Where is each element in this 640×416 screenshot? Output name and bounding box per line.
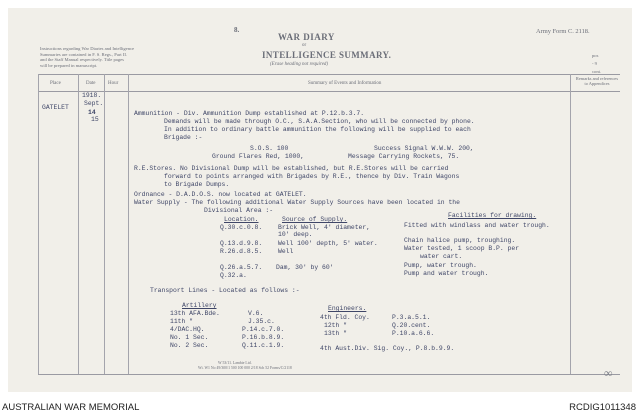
column-rule	[104, 74, 105, 374]
col-summary: Summary of Events and Information	[308, 81, 382, 86]
column-rule	[78, 74, 79, 374]
archive-name: AUSTRALIAN WAR MEMORIAL	[2, 402, 140, 413]
water-source: 10' deep.	[278, 231, 313, 238]
engineers-ref: P.3.a.5.1.	[392, 314, 431, 321]
column-rule	[570, 74, 571, 374]
ammunition-line: Demands will be made through O.C., S.A.A.Section, who will be connected by phone.	[164, 118, 475, 125]
water-source: Dam, 30' by 60'	[276, 264, 334, 271]
artillery-unit: No. 1 Sec.	[170, 334, 209, 341]
margin-mark: cont.	[592, 69, 602, 74]
date-year: 1918.	[82, 92, 102, 99]
instruction-line: and the Staff Manual respectively. Title pages	[40, 57, 124, 63]
archive-footer	[0, 398, 640, 416]
header-top-rule	[38, 74, 620, 75]
ordnance-line: Ordnance - D.A.D.O.S. now located at GATELET.	[134, 191, 307, 198]
instruction-line: Summaries are contained in F. S. Regs., Part II.	[40, 51, 128, 57]
re-stores-line: forward to points arranged with Brigades by R.E., thence by Div. Train Wagons	[164, 173, 460, 180]
artillery-unit: 11th "	[170, 318, 194, 325]
artillery-unit: 13th AFA.Bde.	[170, 310, 220, 317]
water-col-facilities: Facilities for drawing.	[448, 212, 537, 219]
instructions-block	[40, 46, 134, 68]
margin-marks	[592, 52, 601, 76]
engineers-ref: Q.20.cent.	[392, 322, 431, 329]
diary-sheet	[8, 8, 632, 392]
artillery-ref: V.6.	[248, 310, 264, 317]
water-source: Well 100' depth, 5' water.	[278, 240, 378, 247]
date-month: Sept.	[84, 100, 104, 107]
printer-imprint: W 53/11. Lambie Ltd.	[218, 361, 252, 365]
artillery-unit: No. 2 Sec.	[170, 342, 209, 349]
ammo-item: Success Signal W.W.W. 200,	[374, 145, 474, 152]
place-entry: GATELET	[42, 104, 69, 111]
engineers-unit: 12th "	[324, 322, 348, 329]
water-facilities: Fitted with windlass and water trough.	[404, 222, 550, 229]
margin-mark: - 9	[592, 61, 597, 66]
col-date: Date	[86, 81, 96, 86]
water-location: Q.26.a.5.7.	[220, 264, 263, 271]
archive-reference: RCDIG1011348	[569, 402, 636, 413]
artillery-unit: 4/DAC.HQ.	[170, 326, 205, 333]
water-line: Divisional Area :-	[204, 207, 274, 214]
artillery-heading: Artillery	[182, 302, 217, 309]
diary-subtitle: INTELLIGENCE SUMMARY.	[262, 50, 392, 60]
col-place: Place	[50, 81, 61, 86]
subtitle-note: (Erase heading not required)	[270, 62, 329, 67]
water-location: Q.13.d.9.8.	[220, 240, 263, 247]
artillery-ref: J.35.c.	[248, 318, 275, 325]
engineers-ref: P.10.a.6.6.	[392, 330, 435, 337]
ammunition-line: Brigade :-	[164, 134, 203, 141]
diary-title: WAR DIARY	[278, 32, 335, 42]
water-source: Brick Well, 4' diameter,	[278, 224, 371, 231]
ammunition-line: In addition to ordinary battle ammunition the following will be supplied to each	[164, 126, 471, 133]
water-source: Well	[278, 248, 294, 255]
water-facilities: Pump and water trough.	[404, 270, 489, 277]
ammo-item: S.O.S. 100	[250, 145, 289, 152]
artillery-ref: Q.11.c.1.9.	[242, 342, 285, 349]
margin-mark: pos	[592, 53, 599, 58]
water-facilities: Pump, water trough.	[404, 262, 477, 269]
column-rule	[128, 74, 129, 374]
water-facilities: Chain halice pump, troughing.	[404, 237, 516, 244]
header-bottom-rule	[38, 91, 620, 92]
col-hour: Hour	[108, 81, 119, 86]
ammo-item: Ground Flares Red, 1000,	[212, 153, 305, 160]
engineers-unit: 4th Fld. Coy.	[320, 314, 370, 321]
signature-mark: ∞	[604, 366, 613, 380]
col-remarks: Remarks and references to Appendices	[575, 76, 619, 87]
printer-imprint: Wt. W1 No 49/300/1 500 100 000 2/18 Sch 52 Forms/C/2118	[198, 366, 292, 370]
page-number: 8.	[234, 26, 240, 34]
instruction-line: Instructions regarding War Diaries and Intelligence	[40, 46, 135, 51]
engineers-heading: Engineers.	[328, 305, 367, 312]
signals-entry: 4th Aust.Div. Sig. Coy., P.8.b.9.9.	[320, 345, 455, 352]
date-day: 15	[91, 116, 99, 123]
title-or: or	[302, 43, 307, 48]
transport-heading: Transport Lines - Located as follows :-	[150, 287, 300, 294]
water-col-source: Source of Supply.	[282, 216, 348, 223]
water-facilities: water cart.	[420, 253, 463, 260]
ammunition-line: Ammunition - Div. Ammunition Dump established at P.12.b.3.7.	[134, 110, 365, 117]
army-form-number: Army Form C. 2118.	[536, 28, 590, 35]
instruction-line: will be prepared in manuscript.	[40, 62, 98, 68]
bottom-rule	[38, 374, 620, 375]
water-location: Q.32.a.	[220, 272, 247, 279]
date-day: 14	[88, 109, 96, 116]
water-facilities: Water tested, 1 scoop B.P. per	[404, 245, 520, 252]
water-col-location: Location.	[224, 216, 259, 223]
artillery-ref: P.14.c.7.0.	[242, 326, 285, 333]
water-line: Water Supply - The following additional Water Supply Sources have been located in the	[134, 199, 460, 206]
column-rule	[38, 74, 39, 374]
re-stores-line: to Brigade Dumps.	[164, 181, 230, 188]
re-stores-line: R.E.Stores. No Divisional Dump will be established, but R.E.Stores will be carried	[134, 165, 449, 172]
artillery-ref: P.16.b.8.9.	[242, 334, 285, 341]
engineers-unit: 13th "	[324, 330, 348, 337]
water-location: R.26.d.8.5.	[220, 248, 263, 255]
water-location: Q.30.c.0.8.	[220, 224, 263, 231]
ammo-item: Message Carrying Rockets, 75.	[348, 153, 460, 160]
